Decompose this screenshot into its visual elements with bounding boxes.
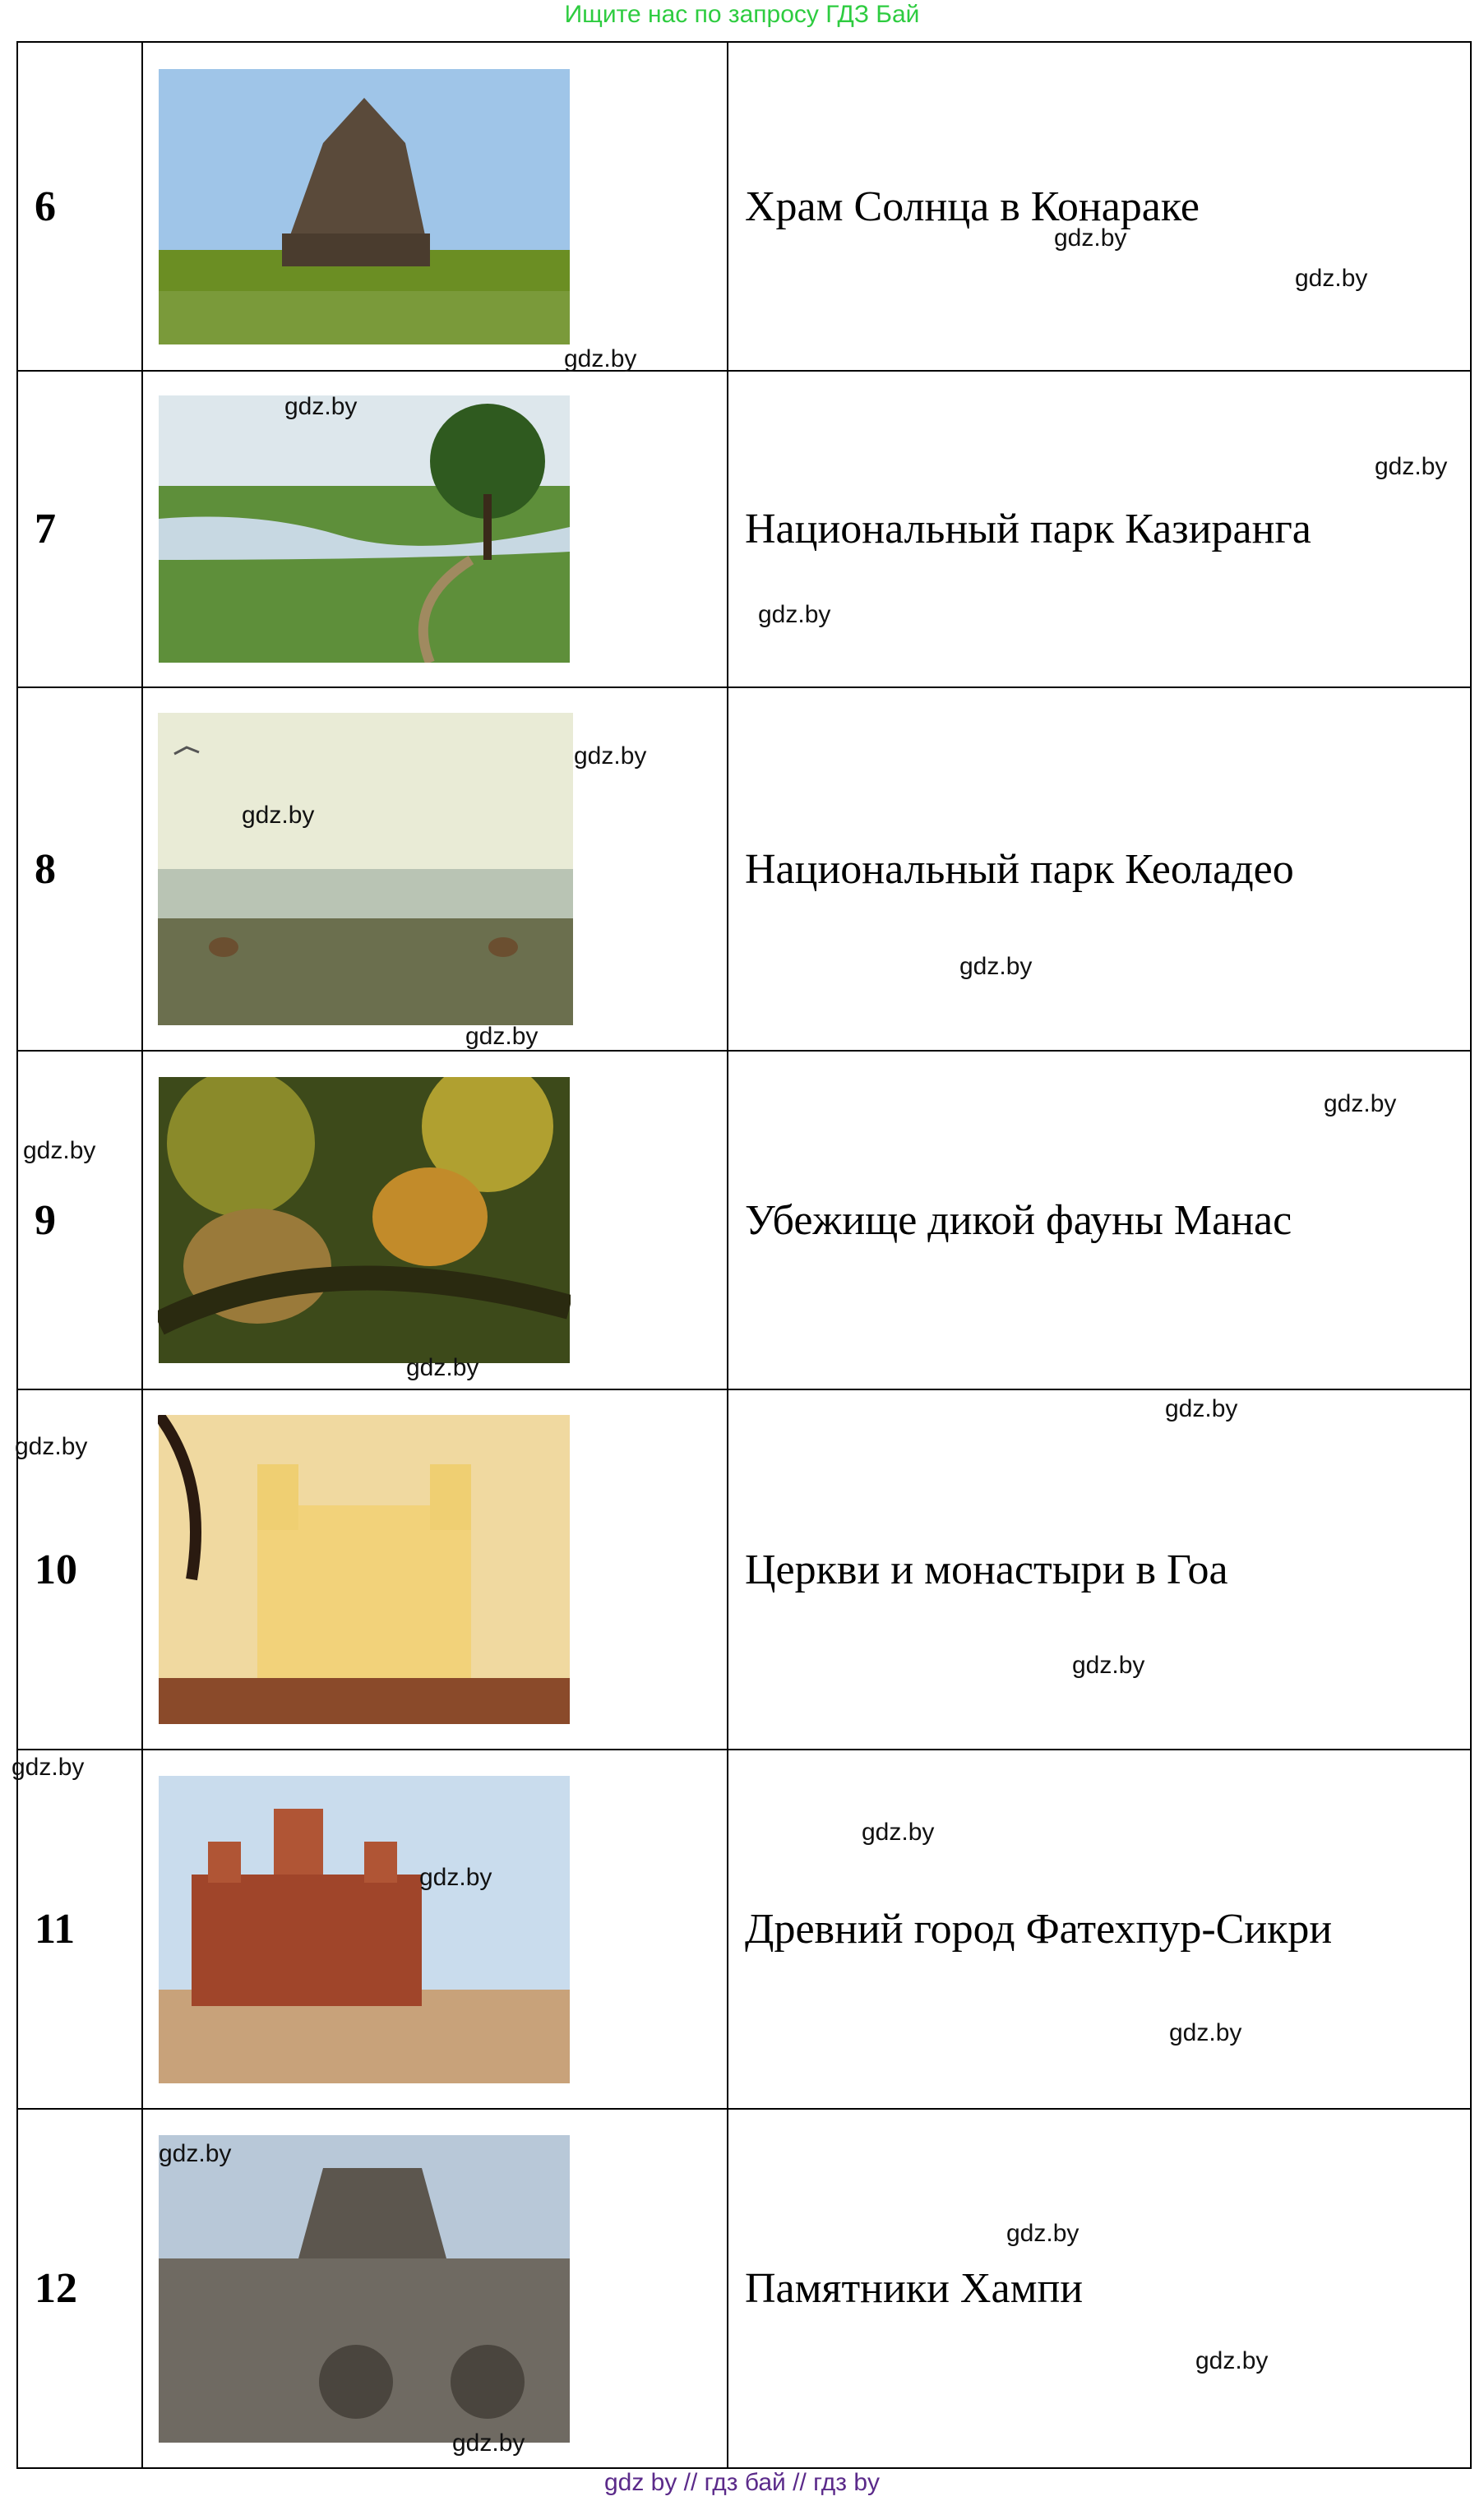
site-name: Храм Солнца в Конараке xyxy=(728,42,1471,371)
watermark: gdz.by xyxy=(242,802,315,829)
fatehpur-sikri-photo xyxy=(158,1776,571,2083)
manas-sanctuary-photo xyxy=(158,1077,571,1363)
watermark: gdz.by xyxy=(15,1433,88,1460)
kaziranga-park-photo xyxy=(158,395,571,663)
watermark: gdz.by xyxy=(862,1819,935,1846)
image-cell xyxy=(142,42,728,371)
row-number: 12 xyxy=(17,2109,142,2468)
table-row xyxy=(17,2109,1471,2468)
watermark: gdz.by xyxy=(159,2140,232,2167)
site-name: Памятники Хампи xyxy=(728,2109,1471,2468)
hampi-monuments-photo xyxy=(158,2135,571,2443)
heritage-table xyxy=(16,41,1472,2469)
row-number: 6 xyxy=(17,42,142,371)
table-row xyxy=(17,687,1471,1051)
table-row xyxy=(17,371,1471,687)
site-name: Убежище дикой фауны Манас xyxy=(728,1051,1471,1389)
row-number: 11 xyxy=(17,1750,142,2109)
table-row xyxy=(17,42,1471,371)
header-banner: Ищите нас по запросу ГДЗ Бай xyxy=(564,1,920,28)
watermark: gdz.by xyxy=(564,345,637,372)
table-row xyxy=(17,1750,1471,2109)
keoladeo-park-photo xyxy=(158,713,573,1025)
row-number: 10 xyxy=(17,1389,142,1750)
goa-church-photo xyxy=(158,1415,571,1724)
site-name: Национальный парк Казиранга xyxy=(728,371,1471,687)
watermark: gdz.by xyxy=(1006,2220,1079,2247)
table-row xyxy=(17,1389,1471,1750)
watermark: gdz.by xyxy=(12,1754,85,1781)
site-name: Национальный парк Кеоладео xyxy=(728,687,1471,1051)
row-number: 9 xyxy=(17,1051,142,1389)
watermark: gdz.by xyxy=(284,393,358,420)
watermark: gdz.by xyxy=(465,1023,539,1050)
row-number: 8 xyxy=(17,687,142,1051)
table-row xyxy=(17,1051,1471,1389)
watermark: gdz.by xyxy=(1375,453,1448,480)
image-cell xyxy=(142,1750,728,2109)
watermark: gdz.by xyxy=(1054,224,1127,252)
site-name: Церкви и монастыри в Гоа xyxy=(728,1389,1471,1750)
image-cell xyxy=(142,1051,728,1389)
watermark: gdz.by xyxy=(1072,1652,1145,1679)
watermark: gdz.by xyxy=(1295,265,1368,292)
watermark: gdz.by xyxy=(758,601,831,628)
watermark: gdz.by xyxy=(406,1354,479,1381)
watermark: gdz.by xyxy=(419,1864,492,1891)
watermark: gdz.by xyxy=(959,953,1033,980)
watermark: gdz.by xyxy=(1195,2347,1269,2374)
konark-temple-photo xyxy=(158,69,571,344)
footer-banner: gdz by // гдз бай // гдз by xyxy=(603,2469,881,2496)
watermark: gdz.by xyxy=(452,2429,525,2457)
watermark: gdz.by xyxy=(574,742,647,770)
watermark: gdz.by xyxy=(1324,1090,1397,1117)
watermark: gdz.by xyxy=(1169,2019,1242,2046)
row-number: 7 xyxy=(17,371,142,687)
image-cell xyxy=(142,371,728,687)
image-cell xyxy=(142,1389,728,1750)
watermark: gdz.by xyxy=(23,1137,96,1164)
site-name: Древний город Фатехпур-Сикри xyxy=(728,1750,1471,2109)
watermark: gdz.by xyxy=(1165,1395,1238,1422)
